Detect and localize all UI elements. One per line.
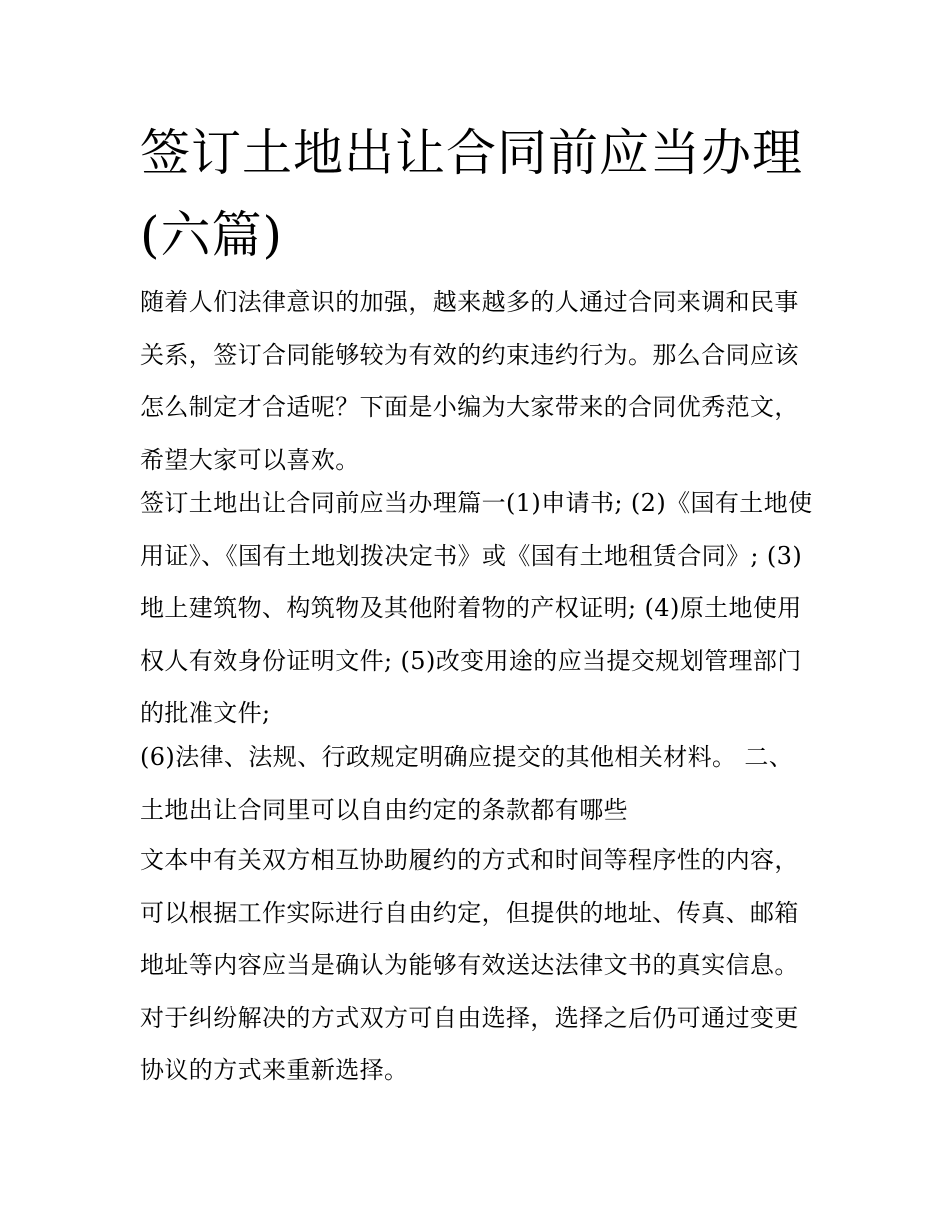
- paragraph-intro: 随着人们法律意识的加强，越来越多的人通过合同来调和民事关系，签订合同能够较为有效的约束违约行为。那么合同应该怎么制定才合适呢？下面是小编为大家带来的合同优秀范文，希望大家可以喜欢。: [140, 288, 799, 474]
- document-title: 签订土地出让合同前应当办理(六篇): [140, 124, 803, 264]
- paragraph-free-terms: 文本中有关双方相互协助履约的方式和时间等程序性的内容，可以根据工作实际进行自由约定，但提供的地址、传真、邮箱地址等内容应当是确认为能够有效送达法律文书的真实信息。对于纠纷解决的方式双方可自由选择，选择之后仍可通过变更协议的方式来重新选择。: [140, 846, 799, 1084]
- paragraph-required-documents: 签订土地出让合同前应当办理篇一(1)申请书; (2)《国有土地使用证》、《国有土地划拨决定书》或《国有土地租赁合同》; (3)地上建筑物、构筑物及其他附着物的产权证明; (4)原土地使用权人有效身份证明文件; (5)改变用途的应当提交规划管理部门的批准文件;: [140, 489, 813, 727]
- paragraph-other-materials: (6)法律、法规、行政规定明确应提交的其他相关材料。 二、土地出让合同里可以自由约定的条款都有哪些: [140, 743, 794, 824]
